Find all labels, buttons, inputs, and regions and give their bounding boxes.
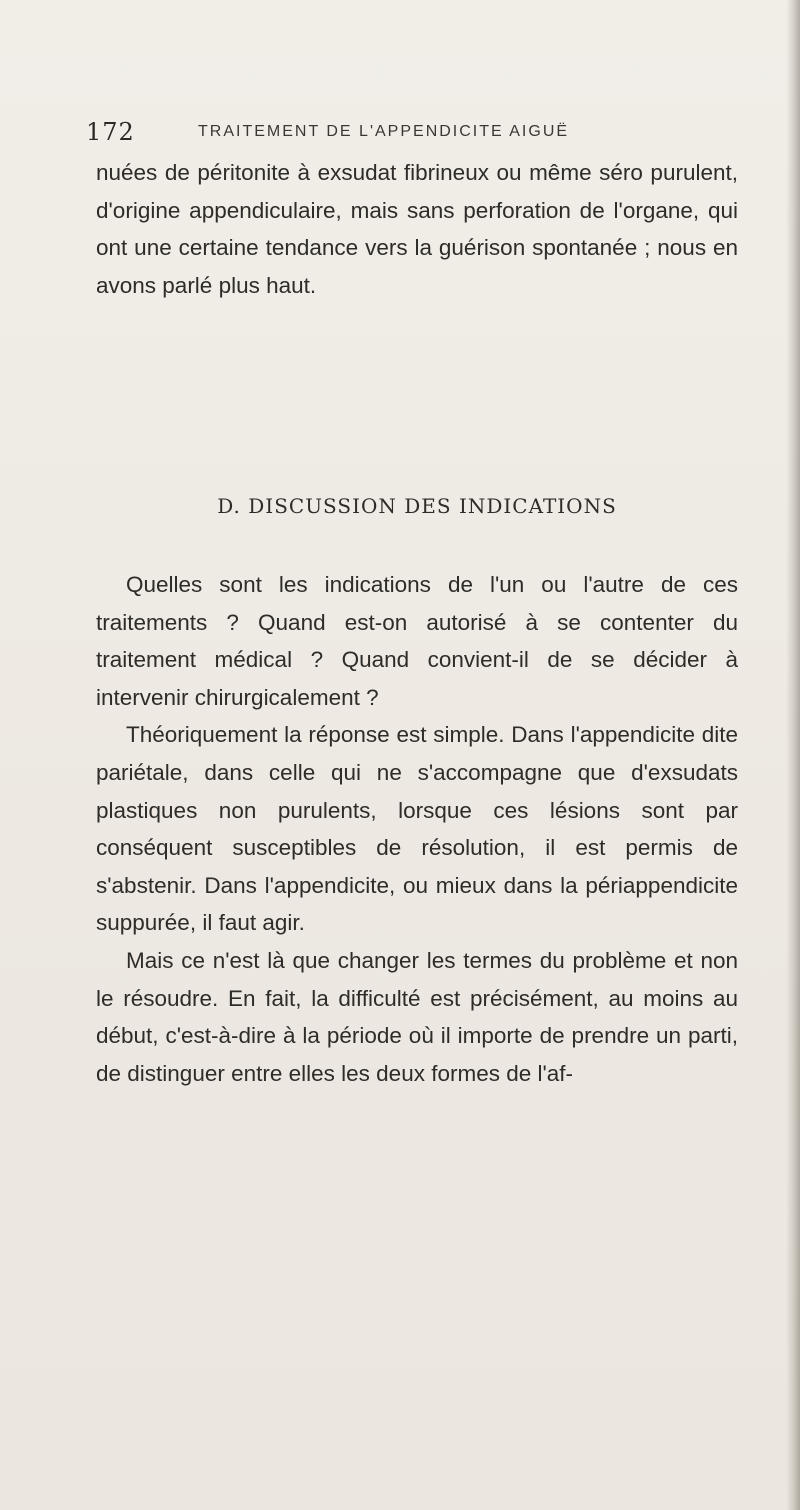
running-head (86, 118, 686, 154)
opening-paragraph: nuées de péritonite à exsudat fibrineux ou même séro purulent, d'origine appendiculaire, mais sans perforation de l'organe, qui ont une certaine tendance vers la guérison spontanée ; nous en avons parlé plus haut. (96, 160, 738, 298)
section-body (96, 566, 738, 1092)
page-number: 172 (86, 118, 135, 146)
page-binding-shadow (786, 0, 800, 1510)
section-heading: D. DISCUSSION DES INDICATIONS (217, 494, 617, 518)
running-head-title: TRAITEMENT DE L'APPENDICITE AIGUË (198, 123, 570, 140)
paragraph-theory: Théoriquement la réponse est simple. Dans l'appendicite dite pariétale, dans celle qui ne s'accompagne que d'exsudats plastiques non purulents, lorsque ces lésions sont par conséquent susceptibles de résolution, il est permis de s'abstenir. Dans l'appendicite, ou mieux dans la périappendicite suppurée, il faut agir. (96, 722, 738, 936)
paragraph-questions: Quelles sont les indications de l'un ou l'autre de ces traitements ? Quand est-on autorisé à se contenter du traitement médical ? Quand convient-il de se décider à intervenir chirurgicalement ? (96, 572, 738, 710)
paragraph-difficulty: Mais ce n'est là que changer les termes du problème et non le résoudre. En fait, la difficulté est précisément, au moins au début, c'est-à-dire à la période où il importe de prendre un parti, de distinguer entre elles les deux formes de l'af- (96, 947, 738, 1086)
opening-paragraph-block (96, 154, 738, 304)
